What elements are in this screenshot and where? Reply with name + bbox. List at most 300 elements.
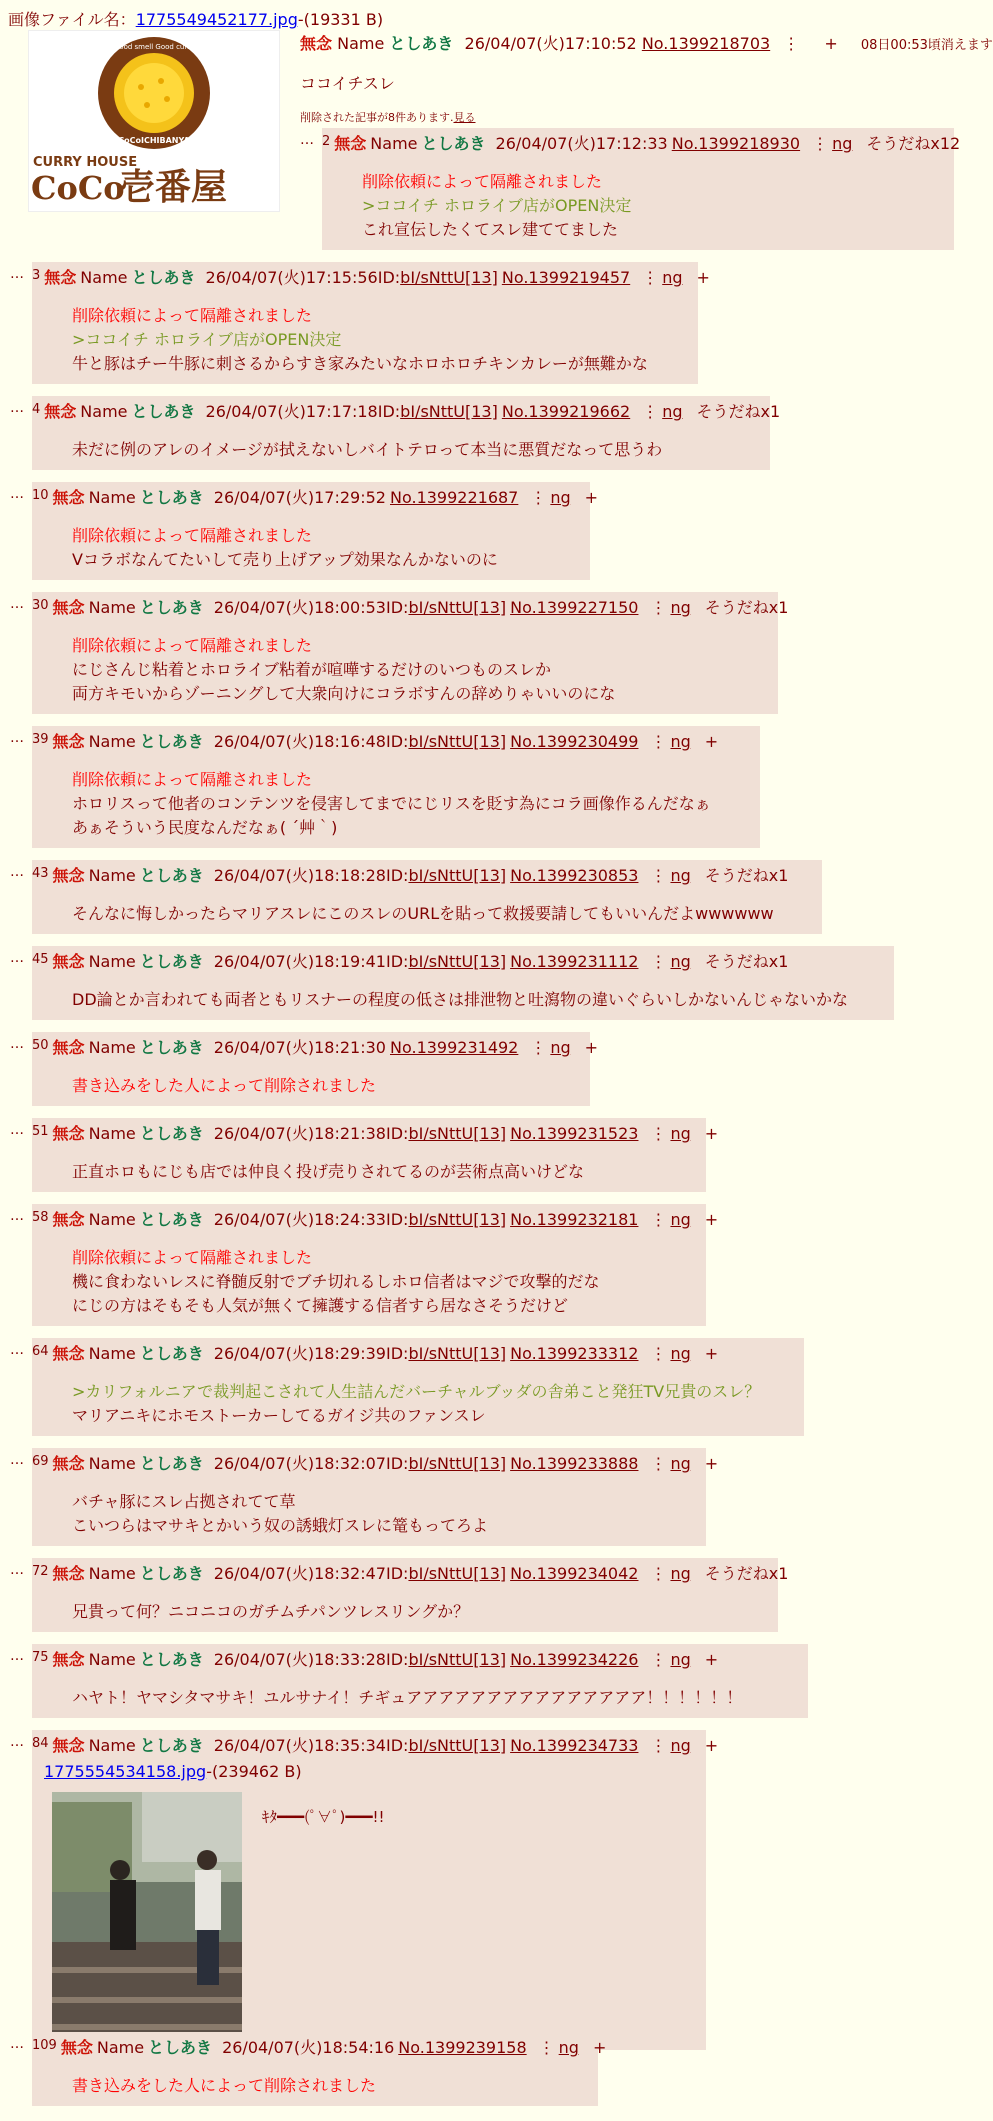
reply-post (32, 482, 599, 580)
reply-number: 3 (32, 268, 41, 283)
reply-name-label: Name (88, 1564, 136, 1583)
reply-menu-icon[interactable]: ⋮ (530, 1038, 547, 1057)
coco-ichibanya-logo (29, 31, 279, 211)
op-image[interactable] (28, 30, 280, 212)
op-file-info (8, 8, 383, 32)
reply-name-label: Name (88, 1736, 136, 1755)
reply-number: 58 (32, 1210, 49, 1225)
reply-sodane-button[interactable]: + (704, 1344, 719, 1363)
reply-name-label: Name (88, 1454, 136, 1473)
reply-name-label: Name (88, 732, 136, 751)
reply-sodane-button[interactable]: + (592, 2038, 607, 2057)
reply-dots: … (10, 486, 24, 502)
reply-name-label: Name (88, 1038, 136, 1057)
reply-menu-icon[interactable]: ⋮ (642, 268, 659, 287)
reply-ng-button[interactable]: ng (558, 2038, 579, 2057)
reply-post (32, 592, 789, 714)
op-hidden-link[interactable]: 見る (453, 111, 476, 124)
reply-name: としあき (131, 402, 196, 421)
logo-house: CURRY HOUSE (33, 155, 138, 170)
reply-dots: … (10, 1208, 24, 1224)
reply-sodane-button[interactable]: + (696, 268, 710, 287)
reply-name: としあき (139, 1038, 204, 1057)
op-name: としあき (389, 34, 454, 53)
reply-id[interactable]: ID:bI/sNttU[13] (386, 866, 507, 885)
reply-ng-button[interactable]: ng (670, 1344, 691, 1363)
reply-name: としあき (139, 1124, 204, 1143)
reply-ng-button[interactable]: ng (670, 1124, 691, 1143)
logo-tagline: Good smell Good curry (113, 43, 195, 51)
reply-number: 72 (32, 1564, 49, 1579)
reply-date: 26/04/07(火)18:00:53 (213, 598, 386, 617)
reply-body-line: こいつらはマサキとかいう奴の誘蛾灯スレに篭もってろよ (72, 1516, 489, 1535)
reply-number: 10 (32, 488, 49, 503)
reply-sodane-button[interactable]: + (704, 1124, 719, 1143)
reply-body-line: にじさんじ粘着とホロライブ粘着が喧嘩するだけのいつものスレか (72, 660, 552, 679)
reply-post-no[interactable]: No.1399234733 (510, 1736, 639, 1755)
reply-body-line: 未だに例のアレのイメージが拭えないしバイトテロって本当に悪質だなって思うわ (72, 440, 663, 459)
reply-id-link[interactable]: bI/sNttU[13] (408, 1210, 507, 1229)
reply-dots: … (10, 400, 24, 416)
reply-id-link[interactable]: bI/sNttU[13] (408, 1736, 507, 1755)
reply-subject: 無念 (52, 1124, 85, 1143)
op-body: ココイチスレ (300, 74, 395, 93)
reply-subject: 無念 (52, 1736, 85, 1755)
reply-header (32, 1562, 789, 1586)
reply-menu-icon[interactable]: ⋮ (650, 1344, 667, 1363)
reply-post-no[interactable]: No.1399234042 (510, 1564, 639, 1583)
reply-id-link[interactable]: bI/sNttU[13] (408, 1454, 507, 1473)
reply-dots: … (10, 1122, 24, 1138)
reply-body-line: にじの方はそもそも人気が無くて擁護する信者すら居なさそうだけど (72, 1296, 569, 1315)
reply-ng-button[interactable]: ng (662, 402, 683, 421)
reply-ng-button[interactable]: ng (670, 1736, 691, 1755)
reply-menu-icon[interactable]: ⋮ (538, 2038, 555, 2057)
reply-date: 26/04/07(火)18:21:38 (213, 1124, 386, 1143)
reply-id-link[interactable]: bI/sNttU[13] (408, 1564, 507, 1583)
reply-post-no[interactable]: No.1399219662 (501, 402, 631, 421)
reply-name-label: Name (80, 402, 128, 421)
reply-dots: … (10, 950, 24, 966)
reply-header (322, 132, 961, 156)
reply-menu-icon[interactable]: ⋮ (650, 952, 667, 971)
reply-name-label: Name (96, 2038, 145, 2057)
reply-body-line: 牛と豚はチー牛豚に刺さるからすき家みたいなホロホロチキンカレーが無難かな (72, 354, 648, 373)
reply-ng-button[interactable]: ng (832, 134, 853, 153)
reply-header (32, 1734, 719, 1758)
reply-name: としあき (139, 866, 204, 885)
reply-menu-icon[interactable]: ⋮ (530, 488, 547, 507)
reply-body-line: ハヤト！ヤマシタマサキ！ユルサナイ！チギュアアアアアアアアアアアアアアア！！！！！！ (72, 1688, 743, 1707)
reply-post (32, 1338, 804, 1436)
reply-date: 26/04/07(火)18:18:28 (213, 866, 386, 885)
reply-id[interactable]: ID:bI/sNttU[13] (386, 1210, 507, 1229)
reply-id[interactable]: ID:bI/sNttU[13] (386, 1454, 507, 1473)
reply-sodane-button[interactable]: + (704, 1454, 719, 1473)
reply-post-no[interactable]: No.1399232181 (510, 1210, 639, 1229)
reply-body-line: そんなに悔しかったらマリアスレにこのスレのURLを貼って救援要請してもいいんだよwwwwww (72, 904, 774, 923)
reply-subject: 無念 (60, 2038, 93, 2057)
reply-header (32, 1122, 719, 1146)
reply-header (32, 1208, 719, 1232)
reply-ng-button[interactable]: ng (662, 268, 683, 287)
reply-body (72, 1246, 706, 1318)
reply-header (32, 1036, 599, 1060)
reply-id-link[interactable]: bI/sNttU[13] (408, 952, 507, 971)
reply-subject: 無念 (44, 268, 77, 287)
reply-id[interactable]: ID:bI/sNttU[13] (386, 952, 507, 971)
reply-post-no[interactable]: No.1399230853 (510, 866, 639, 885)
reply-name-label: Name (88, 866, 136, 885)
reply-id[interactable]: ID:bI/sNttU[13] (377, 268, 498, 287)
reply-menu-icon[interactable]: ⋮ (650, 1124, 667, 1143)
reply-body (72, 1600, 778, 1624)
reply-sodane-button[interactable]: + (584, 488, 599, 507)
reply-sodane-button[interactable]: + (704, 1736, 719, 1755)
reply-id[interactable]: ID:bI/sNttU[13] (386, 1124, 507, 1143)
reply-id-link[interactable]: bI/sNttU[13] (408, 598, 507, 617)
reply-id[interactable]: ID:bI/sNttU[13] (386, 1736, 507, 1755)
reply-name: としあき (139, 1736, 204, 1755)
reply-subject: 無念 (52, 1038, 85, 1057)
reply-body-line: Vコラボなんてたいして売り上げアップ効果なんかないのに (72, 550, 498, 569)
op-file-label: 画像ファイル名： (8, 10, 136, 29)
reply-menu-icon[interactable]: ⋮ (650, 1454, 667, 1473)
reply-name: としあき (139, 1454, 204, 1473)
reply-ng-button[interactable]: ng (670, 952, 691, 971)
reply-name-label: Name (370, 134, 418, 153)
reply-dots: … (10, 1342, 24, 1358)
reply-menu-icon[interactable]: ⋮ (650, 1564, 667, 1583)
reply-post (32, 1204, 719, 1326)
reply-body (72, 1380, 804, 1428)
reply-post (322, 128, 961, 250)
reply-sodane-button[interactable]: そうだねx12 (866, 134, 961, 153)
reply-id-link[interactable]: bI/sNttU[13] (408, 866, 507, 885)
reply-body-line: 機に食わないレスに脊髄反射でブチ切れるしホロ信者はマジで攻撃的だな (72, 1272, 600, 1291)
reply-body (72, 1074, 590, 1098)
op-file-link[interactable]: 1775549452177.jpg (135, 10, 298, 29)
reply-sodane-button[interactable]: + (704, 1650, 719, 1669)
reply-id-link[interactable]: bI/sNttU[13] (408, 1344, 507, 1363)
reply-menu-icon[interactable]: ⋮ (812, 134, 829, 153)
reply-body-line: >ココイチ ホロライブ店がOPEN決定 (362, 196, 632, 215)
reply-body-line: ｷﾀ━━━(ﾟ∀ﾟ)━━━!! (262, 1808, 385, 1826)
reply-post-no[interactable]: No.1399221687 (390, 488, 519, 507)
reply-number: 4 (32, 402, 41, 417)
reply-body-line: ホロリスって他者のコンテンツを侵害してまでにじリスを貶す為にコラ画像作るんだなぁ (72, 794, 711, 813)
reply-file-size: -(239462 B) (206, 1762, 302, 1781)
reply-header (32, 950, 894, 974)
reply-post (32, 946, 894, 1020)
reply-sodane-button[interactable]: + (704, 732, 719, 751)
reply-dots: … (10, 596, 24, 612)
reply-post-no[interactable]: No.1399239158 (398, 2038, 527, 2057)
reply-body (72, 1490, 706, 1538)
reply-name: としあき (139, 952, 204, 971)
op-date: 26/04/07(火)17:10:52 (464, 34, 637, 53)
reply-number: 69 (32, 1454, 49, 1469)
reply-sodane-button[interactable]: そうだねx1 (704, 1564, 789, 1583)
reply-body-line: 両方キモいからゾーニングして大衆向けにコラボすんの辞めりゃいいのにな (72, 684, 616, 703)
reply-post-no[interactable]: No.1399231492 (390, 1038, 519, 1057)
reply-post (32, 1558, 789, 1632)
logo-coco: CoCo (31, 169, 125, 207)
reply-post-no[interactable]: No.1399234226 (510, 1650, 639, 1669)
reply-dots: … (300, 132, 314, 148)
reply-body (72, 438, 770, 462)
reply-header (32, 2036, 607, 2060)
reply-post (32, 1118, 719, 1192)
reply-id-link[interactable]: bI/sNttU[13] (408, 1124, 507, 1143)
reply-id[interactable]: ID:bI/sNttU[13] (386, 1650, 507, 1669)
reply-subject: 無念 (52, 952, 85, 971)
reply-id-link[interactable]: bI/sNttU[13] (400, 402, 498, 421)
reply-name-label: Name (88, 598, 136, 617)
reply-file-info (44, 1760, 706, 1784)
reply-subject: 無念 (52, 1210, 85, 1229)
reply-ng-button[interactable]: ng (670, 598, 691, 617)
reply-subject: 無念 (52, 598, 85, 617)
reply-subject: 無念 (52, 732, 85, 751)
reply-name: としあき (421, 134, 486, 153)
op-header (300, 32, 993, 56)
reply-id-link[interactable]: bI/sNttU[13] (408, 1650, 507, 1669)
reply-menu-icon[interactable]: ⋮ (642, 402, 659, 421)
reply-ng-button[interactable]: ng (670, 732, 691, 751)
reply-header (32, 266, 710, 290)
reply-sodane-button[interactable]: そうだねx1 (696, 402, 781, 421)
logo-ichibanya: 壱番屋 (119, 166, 228, 208)
op-file-size: -(19331 B) (297, 10, 384, 29)
reply-body-line: 削除依頼によって隔離されました (72, 770, 313, 789)
reply-date: 26/04/07(火)18:21:30 (213, 1038, 386, 1057)
reply-ng-button[interactable]: ng (670, 1210, 691, 1229)
reply-dots: … (10, 1562, 24, 1578)
reply-name-label: Name (88, 952, 136, 971)
reply-dots: … (10, 864, 24, 880)
reply-body (72, 768, 760, 840)
reply-id-link[interactable]: bI/sNttU[13] (408, 732, 507, 751)
reply-header (32, 1342, 804, 1366)
reply-dots: … (10, 1452, 24, 1468)
reply-header (32, 1452, 719, 1476)
reply-menu-icon[interactable]: ⋮ (650, 1650, 667, 1669)
reply-post-no[interactable]: No.1399227150 (510, 598, 639, 617)
reply-body (72, 902, 822, 926)
reply-body-line: 兄貴って何？ニコニコのガチムチパンツレスリングか？ (72, 1602, 470, 1621)
reply-post-no[interactable]: No.1399233312 (510, 1344, 639, 1363)
reply-post (32, 262, 710, 384)
reply-date: 26/04/07(火)18:24:33 (213, 1210, 386, 1229)
reply-sodane-button[interactable]: そうだねx1 (704, 952, 789, 971)
logo-brand-small: CoCoICHIBANYA (118, 136, 190, 145)
reply-date: 26/04/07(火)18:29:39 (213, 1344, 386, 1363)
reply-date: 26/04/07(火)18:33:28 (213, 1650, 386, 1669)
reply-ng-button[interactable]: ng (670, 1650, 691, 1669)
reply-header (32, 730, 760, 754)
reply-dots: … (10, 1648, 24, 1664)
reply-dots: … (10, 2036, 24, 2052)
reply-date: 26/04/07(火)18:16:48 (213, 732, 386, 751)
reply-number: 2 (322, 134, 331, 149)
reply-subject: 無念 (52, 866, 85, 885)
reply-post (32, 726, 760, 848)
reply-id[interactable]: ID:bI/sNttU[13] (386, 598, 507, 617)
reply-id-link[interactable]: bI/sNttU[13] (400, 268, 498, 287)
reply-number: 30 (32, 598, 49, 613)
op-post-no[interactable]: No.1399218703 (641, 34, 771, 53)
op-expire-notice: 08日00:53頃消えます (860, 38, 993, 53)
reply-name-label: Name (88, 488, 136, 507)
reply-body (72, 524, 590, 572)
reply-body (72, 1686, 808, 1710)
reply-dots: … (10, 730, 24, 746)
reply-name: としあき (148, 2038, 213, 2057)
reply-body (72, 1160, 706, 1184)
reply-post-no[interactable]: No.1399233888 (510, 1454, 639, 1473)
reply-body-line: 削除依頼によって隔離されました (72, 636, 313, 655)
reply-name-label: Name (80, 268, 128, 287)
reply-body (362, 170, 954, 242)
reply-body-line: 削除依頼によって隔離されました (72, 306, 313, 325)
reply-date: 26/04/07(火)17:17:18 (205, 402, 378, 421)
reply-number: 64 (32, 1344, 49, 1359)
reply-number: 51 (32, 1124, 49, 1139)
reply-sodane-button[interactable]: + (584, 1038, 599, 1057)
reply-date: 26/04/07(火)18:32:47 (213, 1564, 386, 1583)
reply-dots: … (10, 1734, 24, 1750)
reply-post (32, 860, 822, 934)
reply-post (32, 2032, 607, 2106)
reply-thumbnail[interactable] (52, 1792, 242, 2042)
reply-name: としあき (139, 1344, 204, 1363)
reply-sodane-button[interactable]: そうだねx1 (704, 866, 789, 885)
reply-name-label: Name (88, 1210, 136, 1229)
reply-name: としあき (139, 1564, 204, 1583)
reply-body-line: DD論とか言われても両者ともリスナーの程度の低さは排泄物と吐瀉物の違いぐらいしかないんじゃないかな (72, 990, 849, 1009)
reply-number: 109 (32, 2038, 57, 2053)
reply-number: 84 (32, 1736, 49, 1751)
reply-body-line: これ宣伝したくてスレ建ててました (362, 220, 619, 239)
reply-body-line: 書き込みをした人によって削除されました (72, 2076, 377, 2095)
reply-name: としあき (139, 488, 204, 507)
reply-body-line: >ココイチ ホロライブ店がOPEN決定 (72, 330, 342, 349)
reply-body-line: 削除依頼によって隔離されました (362, 172, 603, 191)
reply-menu-icon[interactable]: ⋮ (650, 1210, 667, 1229)
reply-menu-icon[interactable]: ⋮ (650, 1736, 667, 1755)
reply-subject: 無念 (44, 402, 77, 421)
reply-number: 43 (32, 866, 49, 881)
reply-post-no[interactable]: No.1399219457 (501, 268, 631, 287)
reply-body (72, 2074, 598, 2098)
reply-number: 75 (32, 1650, 49, 1665)
reply-post (32, 1644, 808, 1718)
reply-header (32, 486, 599, 510)
reply-number: 39 (32, 732, 49, 747)
reply-dots: … (10, 266, 24, 282)
reply-body-line: あぁそういう民度なんだなぁ( ´艸｀) (72, 818, 338, 837)
reply-date: 26/04/07(火)17:29:52 (213, 488, 386, 507)
reply-header (32, 864, 822, 888)
reply-body (72, 634, 778, 706)
reply-name: としあき (139, 732, 204, 751)
reply-subject: 無念 (52, 1344, 85, 1363)
reply-body-line: 正直ホロもにじも店では仲良く投げ売りされてるのが芸術点高いけどな (72, 1162, 585, 1181)
reply-sodane-button[interactable]: そうだねx1 (704, 598, 789, 617)
reply-header (32, 1648, 808, 1672)
reply-post-no[interactable]: No.1399231523 (510, 1124, 639, 1143)
reply-number: 50 (32, 1038, 49, 1053)
reply-date: 26/04/07(火)18:54:16 (222, 2038, 395, 2057)
reply-post (32, 1730, 719, 2050)
reply-subject: 無念 (334, 134, 367, 153)
reply-header (32, 596, 789, 620)
op-name-label: Name (337, 34, 385, 53)
reply-body-line: バチャ豚にスレ占拠されてて草 (72, 1492, 296, 1511)
reply-ng-button[interactable]: ng (670, 1564, 691, 1583)
reply-name: としあき (139, 1210, 204, 1229)
reply-name-label: Name (88, 1650, 136, 1669)
reply-body-line: 削除依頼によって隔離されました (72, 1248, 313, 1267)
reply-post (32, 396, 781, 470)
reply-subject: 無念 (52, 488, 85, 507)
op-menu-icon[interactable]: ⋮ (783, 34, 800, 53)
reply-name-label: Name (88, 1124, 136, 1143)
reply-date: 26/04/07(火)17:12:33 (495, 134, 668, 153)
reply-post-no[interactable]: No.1399230499 (510, 732, 639, 751)
reply-post-no[interactable]: No.1399231112 (510, 952, 639, 971)
photo-thumbnail-image (52, 1792, 242, 2042)
reply-name: としあき (131, 268, 196, 287)
reply-body (72, 304, 698, 376)
reply-name: としあき (139, 1650, 204, 1669)
reply-menu-icon[interactable]: ⋮ (650, 866, 667, 885)
reply-date: 26/04/07(火)18:19:41 (213, 952, 386, 971)
reply-name: としあき (139, 598, 204, 617)
reply-menu-icon[interactable]: ⋮ (650, 598, 667, 617)
reply-dots: … (10, 1036, 24, 1052)
reply-id[interactable]: ID:bI/sNttU[13] (377, 402, 498, 421)
reply-number: 45 (32, 952, 49, 967)
reply-id[interactable]: ID:bI/sNttU[13] (386, 1564, 507, 1583)
reply-sodane-button[interactable]: + (704, 1210, 719, 1229)
reply-id[interactable]: ID:bI/sNttU[13] (386, 732, 507, 751)
op-hidden-text: 削除された記事が8件あります. (300, 111, 454, 124)
reply-id[interactable]: ID:bI/sNttU[13] (386, 1344, 507, 1363)
reply-header (32, 400, 781, 424)
reply-ng-button[interactable]: ng (670, 866, 691, 885)
reply-body (72, 988, 894, 1012)
reply-file-link[interactable]: 1775554534158.jpg (44, 1762, 207, 1781)
reply-post (32, 1448, 719, 1546)
reply-post (32, 1032, 599, 1106)
reply-menu-icon[interactable]: ⋮ (650, 732, 667, 751)
reply-subject: 無念 (52, 1454, 85, 1473)
reply-ng-button[interactable]: ng (550, 1038, 571, 1057)
reply-body-line: 削除依頼によって隔離されました (72, 526, 313, 545)
reply-post-no[interactable]: No.1399218930 (671, 134, 801, 153)
reply-subject: 無念 (52, 1650, 85, 1669)
reply-ng-button[interactable]: ng (550, 488, 571, 507)
reply-body-line: マリアニキにホモストーカーしてるガイジ共のファンスレ (72, 1406, 486, 1425)
op-subject: 無念 (300, 34, 333, 53)
reply-name-label: Name (88, 1344, 136, 1363)
reply-date: 26/04/07(火)17:15:56 (205, 268, 378, 287)
op-plus-button[interactable]: + (824, 34, 838, 53)
reply-body-line: 書き込みをした人によって削除されました (72, 1076, 377, 1095)
reply-ng-button[interactable]: ng (670, 1454, 691, 1473)
